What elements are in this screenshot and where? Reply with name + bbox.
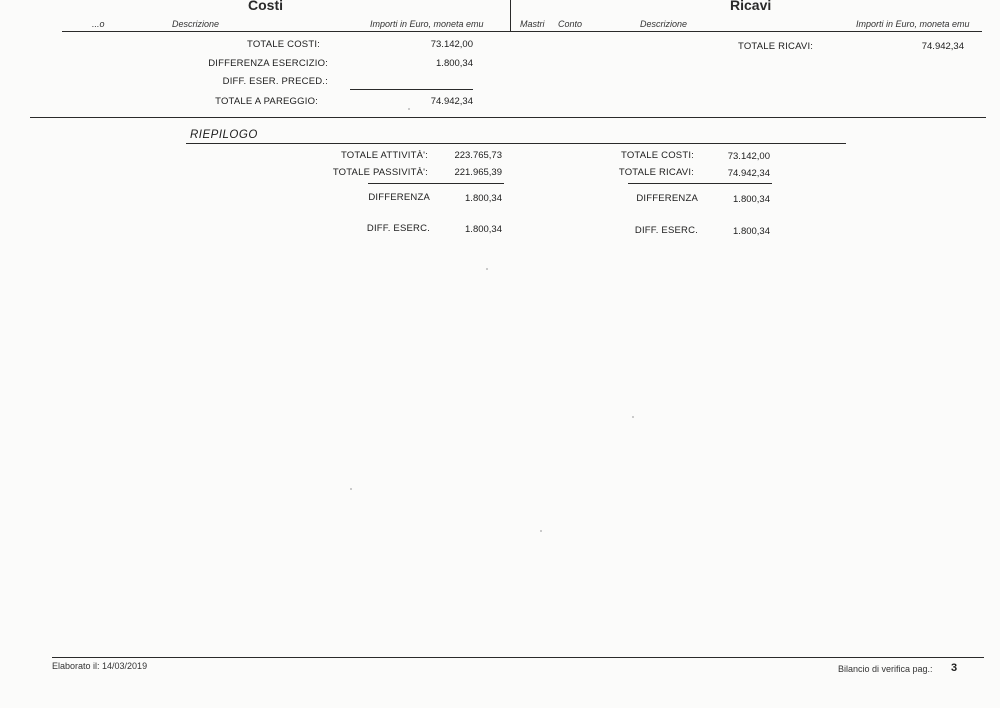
column-header-conto: Conto (558, 19, 583, 29)
totale-ricavi-label: TOTALE RICAVI: (738, 41, 814, 52)
totale-passivita-label: TOTALE PASSIVITÀ': (332, 167, 428, 178)
totale-ricavi-value: 74.942,34 (921, 41, 964, 52)
riepilogo-totale-costi-label: TOTALE COSTI: (621, 150, 694, 161)
diff-eserc-left-value: 1.800,34 (465, 224, 502, 235)
header-center-divider (510, 0, 511, 32)
column-header-description-left: Descrizione (172, 19, 220, 29)
riepilogo-underline (186, 143, 846, 144)
differenza-esercizio-label: DIFFERENZA ESERCIZIO: (208, 58, 328, 69)
column-header-amount-left: Importi in Euro, moneta emu (370, 19, 484, 29)
diff-eserc-right-label: DIFF. ESERC. (634, 225, 698, 236)
header-underline (62, 31, 982, 32)
totale-costi-label: TOTALE COSTI: (247, 39, 320, 50)
riepilogo-title: RIEPILOGO (190, 129, 258, 141)
totale-attivita-value: 223.765,73 (454, 150, 502, 161)
footer-line (52, 657, 984, 658)
pareggio-separator (350, 89, 473, 90)
differenza-esercizio-value: 1.800,34 (436, 58, 473, 69)
scan-speck (540, 530, 542, 532)
totale-costi-value: 73.142,00 (430, 39, 473, 50)
scan-speck (408, 108, 410, 110)
riepilogo-totale-ricavi-value: 74.942,34 (727, 168, 770, 179)
differenza-right-value: 1.800,34 (733, 194, 770, 205)
column-header-description-right: Descrizione (640, 19, 688, 29)
diff-eser-preced-label: DIFF. ESER. PRECED.: (222, 76, 328, 87)
riepilogo-totale-ricavi-label: TOTALE RICAVI: (618, 167, 694, 178)
revenue-title: Ricavi (730, 0, 772, 13)
riepilogo-right-separator (628, 183, 772, 184)
differenza-left-label: DIFFERENZA (368, 192, 430, 203)
scan-speck (486, 268, 488, 270)
riepilogo-totale-costi-value: 73.142,00 (727, 151, 770, 162)
totale-pareggio-label: TOTALE A PAREGGIO: (215, 96, 318, 107)
footer-elaborato: Elaborato il: 14/03/2019 (52, 661, 148, 671)
scan-speck (632, 416, 634, 418)
differenza-right-label: DIFFERENZA (636, 193, 698, 204)
totale-attivita-label: TOTALE ATTIVITÀ': (340, 150, 428, 161)
totale-pareggio-value: 74.942,34 (430, 96, 473, 107)
diff-eserc-left-label: DIFF. ESERC. (366, 223, 430, 234)
diff-eserc-right-value: 1.800,34 (733, 226, 770, 237)
column-header-left-cut: ...o (92, 19, 105, 29)
section-separator (30, 117, 986, 118)
riepilogo-left-separator (368, 183, 504, 184)
footer-page-label: Bilancio di verifica pag.: (838, 664, 933, 674)
column-header-amount-right: Importi in Euro, moneta emu (856, 19, 970, 29)
totale-passivita-value: 221.965,39 (454, 167, 502, 178)
column-header-mastri: Mastri (520, 19, 545, 29)
costs-title: Costi (248, 0, 283, 13)
differenza-left-value: 1.800,34 (465, 193, 502, 204)
footer-page-number: 3 (951, 662, 958, 674)
scan-speck (350, 488, 352, 490)
